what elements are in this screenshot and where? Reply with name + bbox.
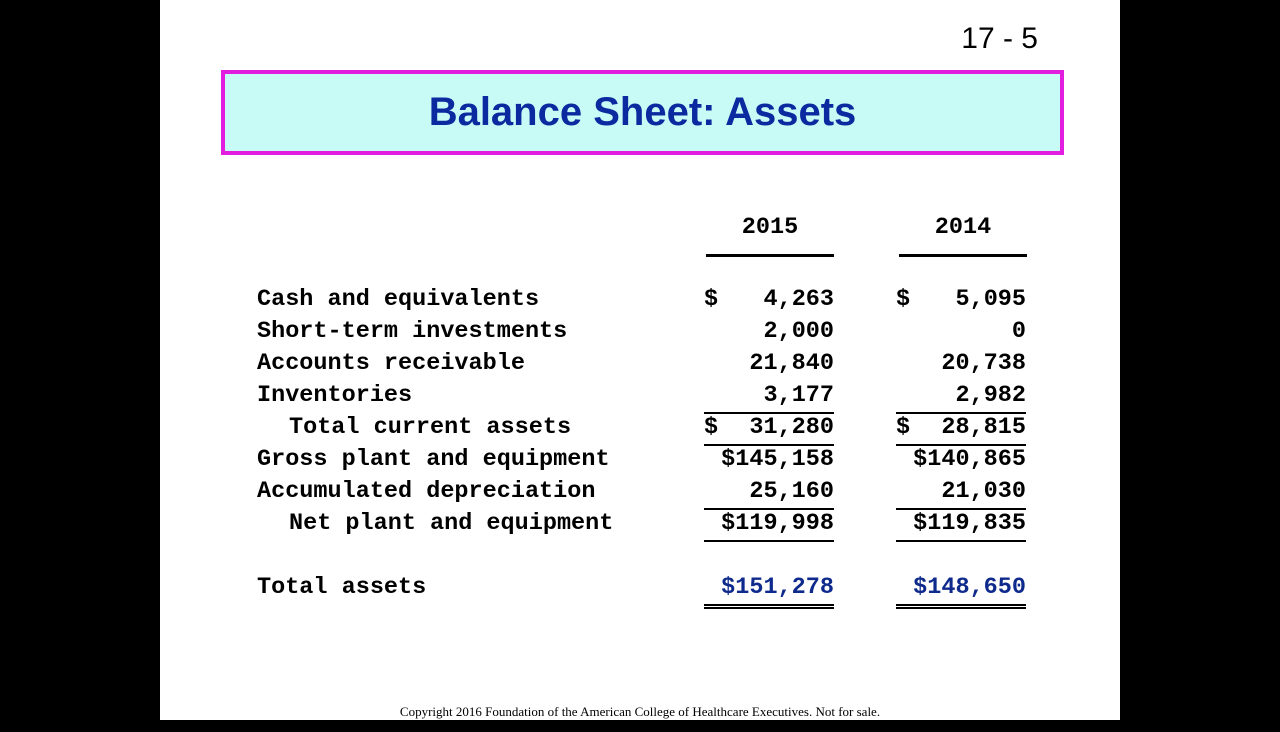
row-label: Inventories xyxy=(257,382,413,409)
row-label: Net plant and equipment xyxy=(289,510,614,537)
total-value-2014: $148,650 xyxy=(896,572,1026,609)
subtotal-row xyxy=(257,412,1026,444)
value-2015: 25,160 xyxy=(704,476,834,510)
slide-title: Balance Sheet: Assets xyxy=(428,90,857,134)
value-2014: $ 5,095 xyxy=(896,286,1026,313)
row-label: Accumulated depreciation xyxy=(257,478,596,505)
row-label: Short-term investments xyxy=(257,318,568,345)
row-label: Cash and equivalents xyxy=(257,286,540,313)
header-row xyxy=(257,208,992,256)
balance-sheet-table xyxy=(257,208,1026,604)
table-row xyxy=(257,284,1026,316)
total-row xyxy=(257,572,1026,604)
value-2015: $ 31,280 xyxy=(704,412,834,446)
table-row xyxy=(257,444,1026,476)
value-2014: $ 28,815 xyxy=(896,412,1026,446)
value-2014: $140,865 xyxy=(913,446,1026,473)
table-row xyxy=(257,348,1026,380)
slide xyxy=(160,0,1120,720)
table-row xyxy=(257,316,1026,348)
copyright-footer: Copyright 2016 Foundation of the American College of Healthcare Executives. Not for sale. xyxy=(399,704,881,719)
total-value-2015: $151,278 xyxy=(704,572,834,609)
row-label: Total assets xyxy=(257,574,427,601)
title-banner xyxy=(221,70,1064,155)
value-2015: 3,177 xyxy=(704,380,834,414)
value-2015: $ 4,263 xyxy=(704,286,834,313)
value-2014: 21,030 xyxy=(896,476,1026,510)
slide-number: 17 - 5 xyxy=(961,22,1038,55)
row-label: Gross plant and equipment xyxy=(257,446,610,473)
value-2014: $119,835 xyxy=(896,508,1026,542)
column-header-2015: 2015 xyxy=(706,208,834,257)
row-label: Total current assets xyxy=(289,414,572,441)
value-2014: 0 xyxy=(1011,318,1026,345)
value-2015: $119,998 xyxy=(704,508,834,542)
column-header-2014: 2014 xyxy=(899,208,1027,257)
value-2015: $145,158 xyxy=(721,446,834,473)
subtotal-row xyxy=(257,508,1026,540)
table-row xyxy=(257,380,1026,412)
value-2015: 2,000 xyxy=(763,318,834,345)
table-row xyxy=(257,476,1026,508)
value-2014: 2,982 xyxy=(896,380,1026,414)
row-label: Accounts receivable xyxy=(257,350,525,377)
value-2015: 21,840 xyxy=(749,350,834,377)
value-2014: 20,738 xyxy=(941,350,1026,377)
